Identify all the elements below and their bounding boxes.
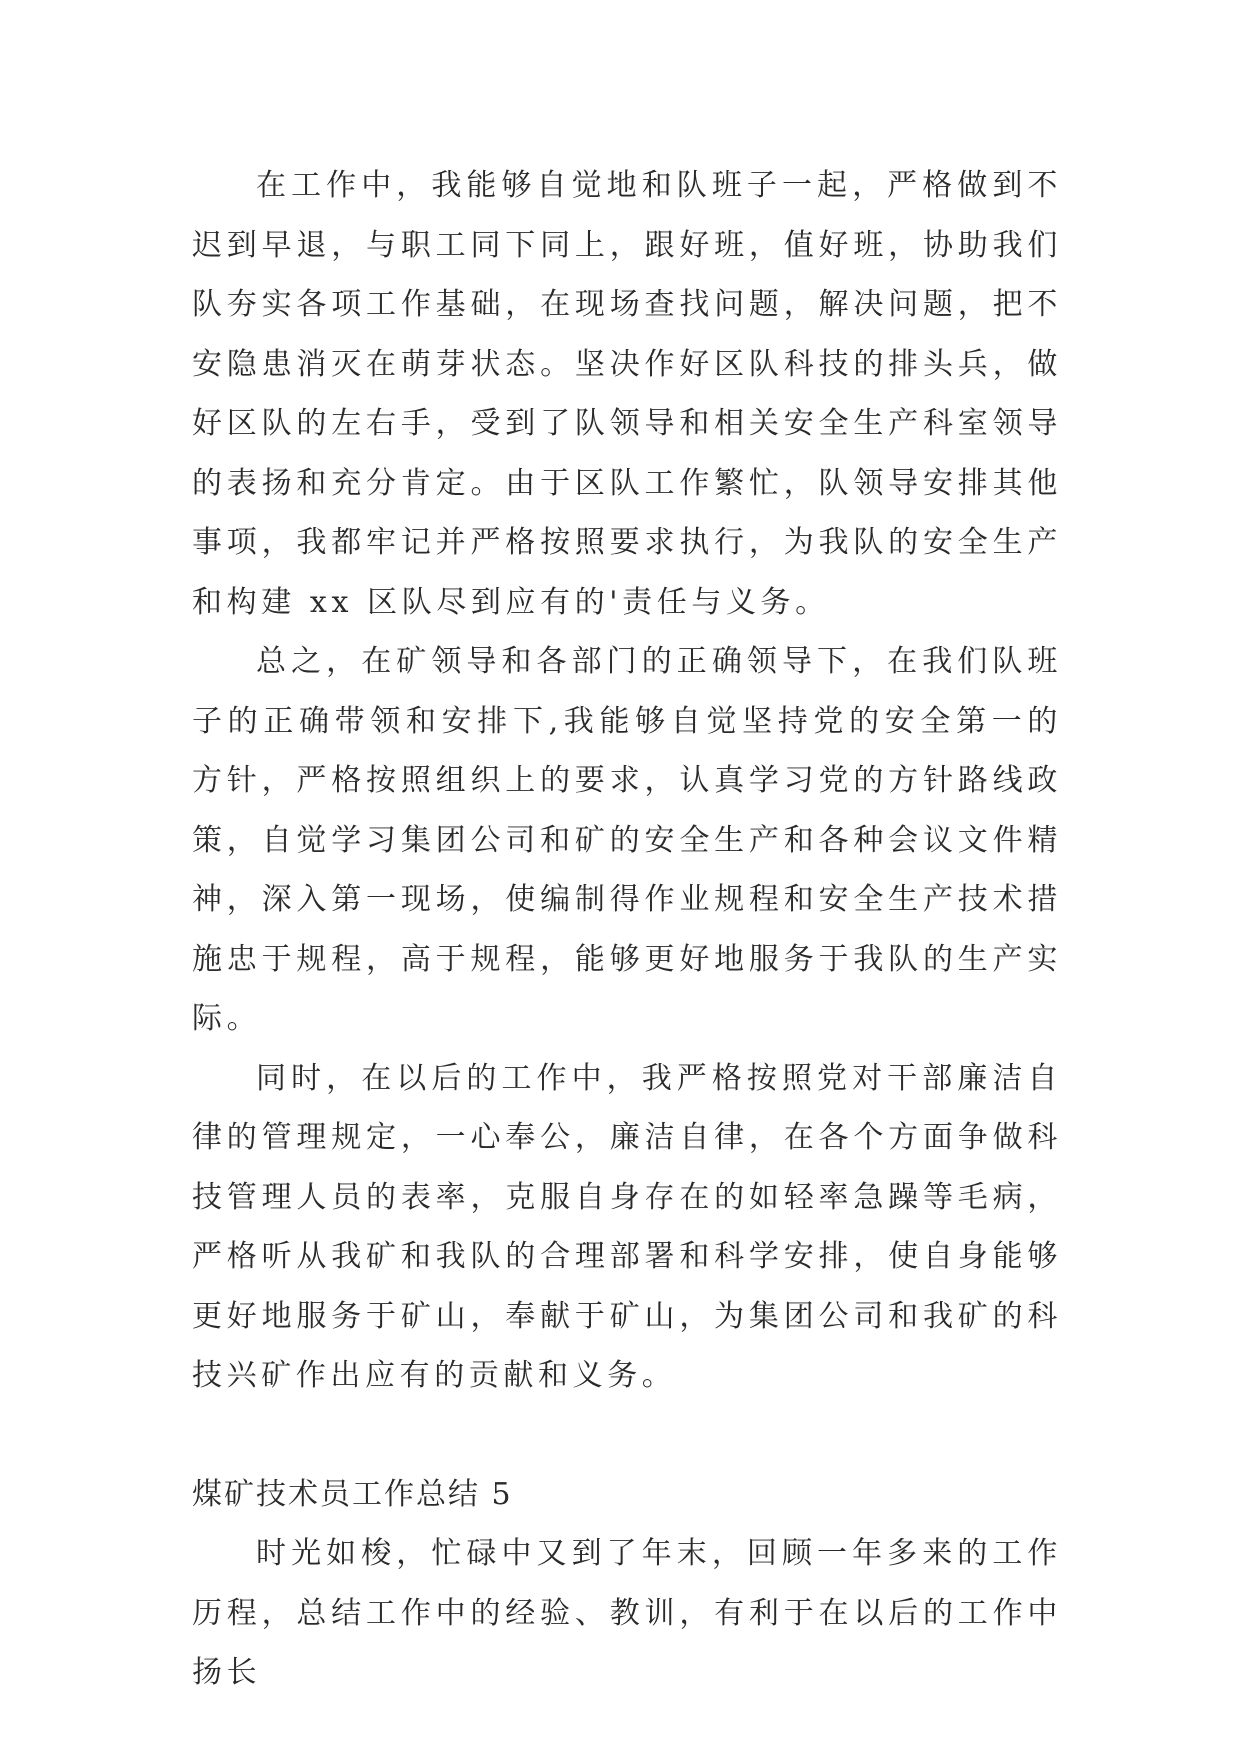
document-body [192,156,1062,1703]
paragraph-summary: 总之，在矿领导和各部门的正确领导下，在我们队班子的正确带领和安排下,我能够自觉坚持党的安全第一的方针，严格按照组织上的要求，认真学习党的方针路线政策，自觉学习集团公司和矿的安全生产和各种会议文件精神，深入第一现场，使编制得作业规程和安全生产技术措施忠于规程，高于规程，能够更好地服务于我队的生产实际。 [192,644,1062,1036]
section-heading: 煤矿技术员工作总结 5 [192,1476,513,1512]
paragraph-future-commitment: 同时，在以后的工作中，我严格按照党对干部廉洁自律的管理规定，一心奉公，廉洁自律，在各个方面争做科技管理人员的表率，克服自身存在的如轻率急躁等毛病，严格听从我矿和我队的合理部署和科学安排，使自身能够更好地服务于矿山，奉献于矿山，为集团公司和我矿的科技兴矿作出应有的贡献和义务。 [192,1060,1062,1393]
paragraph-section-intro: 时光如梭，忙碌中又到了年末，回顾一年多来的工作历程，总结工作中的经验、教训，有利于在以后的工作中扬长 [192,1536,1062,1690]
paragraph-work-attitude: 在工作中，我能够自觉地和队班子一起，严格做到不迟到早退，与职工同下同上，跟好班，值好班，协助我们队夯实各项工作基础，在现场查找问题，解决问题，把不安隐患消灭在萌芽状态。坚决作好区队科技的排头兵，做好区队的左右手，受到了队领导和相关安全生产科室领导的表扬和充分肯定。由于区队工作繁忙，队领导安排其他事项，我都牢记并严格按照要求执行，为我队的安全生产和构建 xx 区队尽到应有的'责任与义务。 [192,168,1062,620]
